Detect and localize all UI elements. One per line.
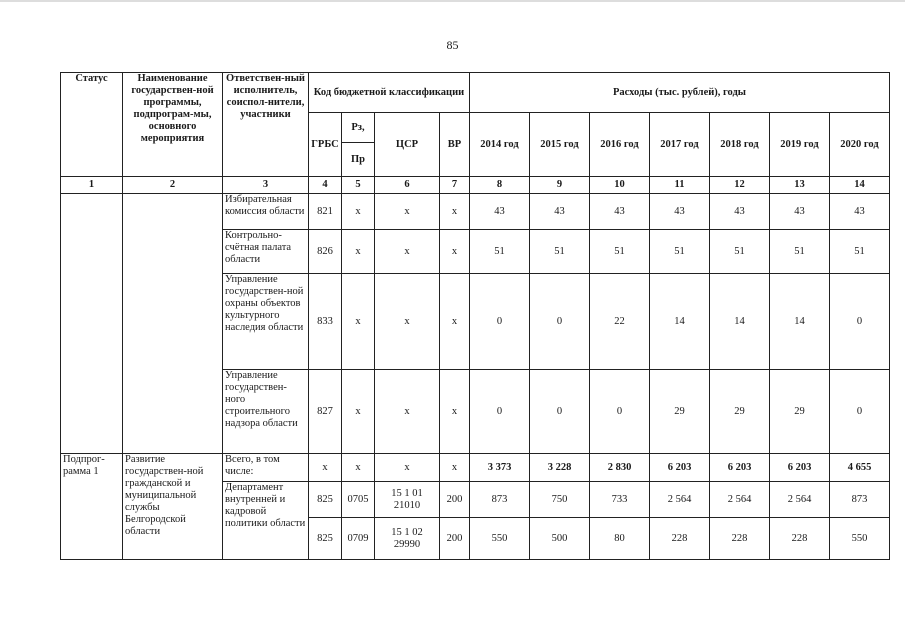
status-cell xyxy=(61,194,123,454)
name-cell xyxy=(123,194,223,454)
value-cell: 43 xyxy=(530,194,590,230)
budget-table xyxy=(60,72,890,560)
col-num-1: 1 xyxy=(61,177,123,194)
value-cell: 3 373 xyxy=(470,454,530,482)
column-number-row xyxy=(61,177,890,194)
header-row-1 xyxy=(61,73,890,113)
csr-cell: 15 1 02 29990 xyxy=(375,518,440,560)
header-vr: ВР xyxy=(440,113,470,177)
header-grbs: ГРБС xyxy=(309,113,342,177)
value-cell: 0 xyxy=(470,370,530,454)
value-cell: 29 xyxy=(770,370,830,454)
rzpr-cell: х xyxy=(342,454,375,482)
header-year-2018: 2018 год xyxy=(710,113,770,177)
grbs-cell: 833 xyxy=(309,274,342,370)
header-rz: Рз, xyxy=(342,113,375,143)
value-cell: 500 xyxy=(530,518,590,560)
rzpr-cell: 0705 xyxy=(342,482,375,518)
header-name: Наименование государствен-ной программы, подпрограм-мы, основного мероприятия xyxy=(123,73,223,177)
col-num-2: 2 xyxy=(123,177,223,194)
name-cell: Развитие государствен-ной гражданской и муниципальной службы Белгородской области xyxy=(123,454,223,560)
value-cell: 51 xyxy=(830,230,890,274)
col-num-7: 7 xyxy=(440,177,470,194)
value-cell: 29 xyxy=(710,370,770,454)
col-num-8: 8 xyxy=(470,177,530,194)
vr-cell: х xyxy=(440,370,470,454)
value-cell: 14 xyxy=(650,274,710,370)
grbs-cell: 827 xyxy=(309,370,342,454)
rzpr-cell: х xyxy=(342,274,375,370)
vr-cell: 200 xyxy=(440,482,470,518)
value-cell: 22 xyxy=(590,274,650,370)
csr-cell: х xyxy=(375,274,440,370)
value-cell: 43 xyxy=(590,194,650,230)
csr-cell: х xyxy=(375,454,440,482)
header-expenses: Расходы (тыс. рублей), годы xyxy=(470,73,890,113)
vr-cell: х xyxy=(440,454,470,482)
value-cell: 873 xyxy=(470,482,530,518)
vr-cell: х xyxy=(440,194,470,230)
value-cell: 0 xyxy=(590,370,650,454)
value-cell: 51 xyxy=(770,230,830,274)
value-cell: 4 655 xyxy=(830,454,890,482)
value-cell: 43 xyxy=(650,194,710,230)
responsible-cell: Избирательная комиссия области xyxy=(223,194,309,230)
header-year-2016: 2016 год xyxy=(590,113,650,177)
value-cell: 14 xyxy=(770,274,830,370)
vr-cell: х xyxy=(440,230,470,274)
col-num-12: 12 xyxy=(710,177,770,194)
rzpr-cell: 0709 xyxy=(342,518,375,560)
csr-cell: 15 1 01 21010 xyxy=(375,482,440,518)
value-cell: 0 xyxy=(830,274,890,370)
value-cell: 51 xyxy=(710,230,770,274)
col-num-13: 13 xyxy=(770,177,830,194)
grbs-cell: 825 xyxy=(309,482,342,518)
csr-cell: х xyxy=(375,230,440,274)
rzpr-cell: х xyxy=(342,370,375,454)
table-row-total xyxy=(61,454,890,482)
scan-edge xyxy=(0,0,905,2)
header-responsible: Ответствен-ный исполнитель, соиспол-нители, участники xyxy=(223,73,309,177)
grbs-cell: х xyxy=(309,454,342,482)
col-num-14: 14 xyxy=(830,177,890,194)
col-num-10: 10 xyxy=(590,177,650,194)
responsible-cell: Всего, в том числе: xyxy=(223,454,309,482)
header-budget-code: Код бюджетной классификации xyxy=(309,73,470,113)
value-cell: 550 xyxy=(830,518,890,560)
rzpr-cell: х xyxy=(342,230,375,274)
header-year-2014: 2014 год xyxy=(470,113,530,177)
value-cell: 2 564 xyxy=(770,482,830,518)
responsible-cell: Управление государствен-ного строительного надзора области xyxy=(223,370,309,454)
value-cell: 6 203 xyxy=(770,454,830,482)
value-cell: 43 xyxy=(710,194,770,230)
value-cell: 2 564 xyxy=(710,482,770,518)
col-num-6: 6 xyxy=(375,177,440,194)
col-num-11: 11 xyxy=(650,177,710,194)
col-num-3: 3 xyxy=(223,177,309,194)
responsible-cell: Контрольно-счётная палата области xyxy=(223,230,309,274)
value-cell: 0 xyxy=(470,274,530,370)
responsible-cell: Управление государствен-ной охраны объектов культурного наследия области xyxy=(223,274,309,370)
header-year-2017: 2017 год xyxy=(650,113,710,177)
header-pr: Пр xyxy=(342,143,375,177)
value-cell: 228 xyxy=(770,518,830,560)
value-cell: 51 xyxy=(530,230,590,274)
value-cell: 43 xyxy=(470,194,530,230)
header-year-2020: 2020 год xyxy=(830,113,890,177)
value-cell: 80 xyxy=(590,518,650,560)
csr-cell: х xyxy=(375,370,440,454)
header-year-2015: 2015 год xyxy=(530,113,590,177)
value-cell: 228 xyxy=(710,518,770,560)
value-cell: 873 xyxy=(830,482,890,518)
responsible-cell: Департамент внутренней и кадровой политики области xyxy=(223,482,309,560)
status-cell: Подпрог-рамма 1 xyxy=(61,454,123,560)
col-num-4: 4 xyxy=(309,177,342,194)
value-cell: 43 xyxy=(830,194,890,230)
value-cell: 51 xyxy=(590,230,650,274)
value-cell: 0 xyxy=(530,370,590,454)
value-cell: 733 xyxy=(590,482,650,518)
csr-cell: х xyxy=(375,194,440,230)
value-cell: 750 xyxy=(530,482,590,518)
header-csr: ЦСР xyxy=(375,113,440,177)
value-cell: 0 xyxy=(530,274,590,370)
value-cell: 0 xyxy=(830,370,890,454)
col-num-9: 9 xyxy=(530,177,590,194)
vr-cell: х xyxy=(440,274,470,370)
value-cell: 14 xyxy=(710,274,770,370)
grbs-cell: 826 xyxy=(309,230,342,274)
value-cell: 51 xyxy=(470,230,530,274)
table-row xyxy=(61,194,890,230)
value-cell: 2 564 xyxy=(650,482,710,518)
value-cell: 550 xyxy=(470,518,530,560)
page-number: 85 xyxy=(446,38,459,52)
value-cell: 6 203 xyxy=(650,454,710,482)
value-cell: 43 xyxy=(770,194,830,230)
value-cell: 6 203 xyxy=(710,454,770,482)
grbs-cell: 825 xyxy=(309,518,342,560)
header-year-2019: 2019 год xyxy=(770,113,830,177)
value-cell: 51 xyxy=(650,230,710,274)
value-cell: 3 228 xyxy=(530,454,590,482)
value-cell: 2 830 xyxy=(590,454,650,482)
col-num-5: 5 xyxy=(342,177,375,194)
header-status: Статус xyxy=(61,73,123,177)
value-cell: 29 xyxy=(650,370,710,454)
vr-cell: 200 xyxy=(440,518,470,560)
grbs-cell: 821 xyxy=(309,194,342,230)
rzpr-cell: х xyxy=(342,194,375,230)
value-cell: 228 xyxy=(650,518,710,560)
